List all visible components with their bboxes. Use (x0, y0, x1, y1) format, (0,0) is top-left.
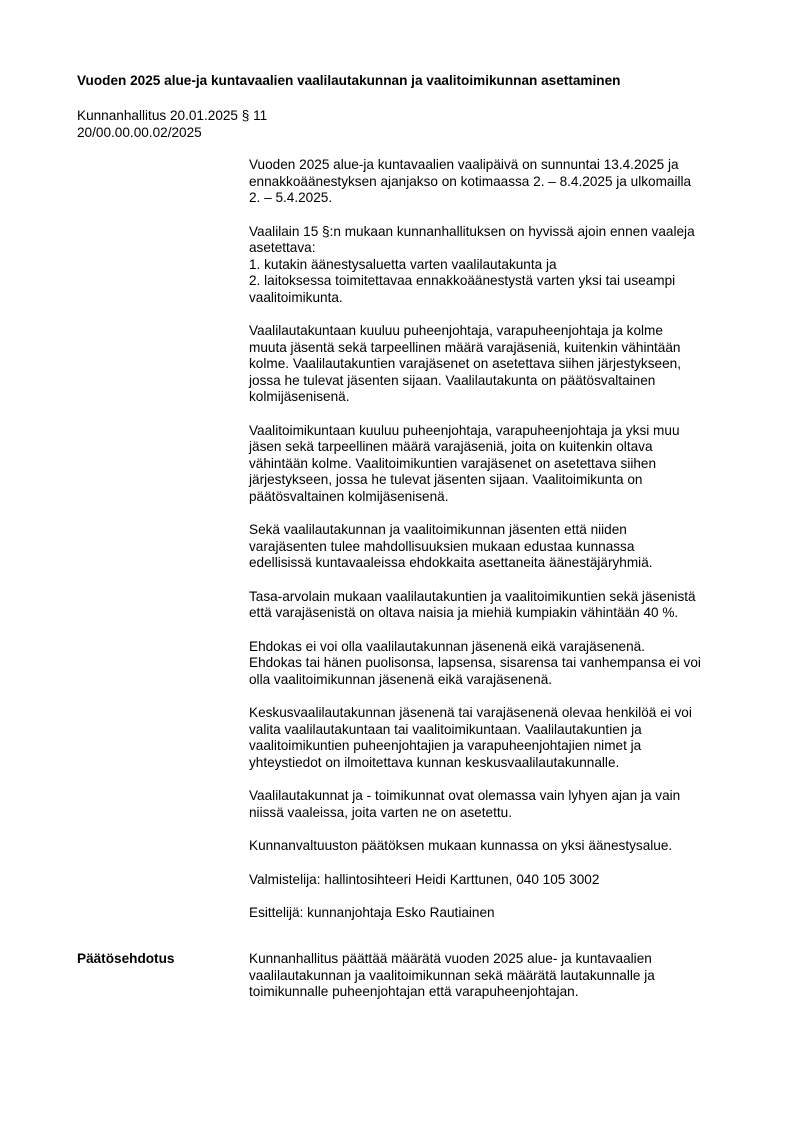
meeting-reference: Kunnanhallitus 20.01.2025 § 11 (77, 108, 268, 123)
text-line: Esittelijä: kunnanjohtaja Esko Rautiainen (249, 905, 495, 920)
text-line: Ehdokas tai hänen puolisonsa, lapsensa, sisarensa tai vanhempansa ei voi (249, 655, 701, 670)
text-line: Ehdokas ei voi olla vaalilautakunnan jäsenenä eikä varajäsenenä. (249, 638, 646, 654)
text-line: niissä vaaleissa, joita varten ne on asetettu. (249, 804, 512, 820)
decision-label: Päätösehdotus (77, 951, 175, 966)
text-line: Sekä vaalilautakunnan ja vaalitoimikunnan jäsenten että niiden (249, 522, 627, 537)
text-line: ennakkoäänestyksen ajanjakso on kotimaassa 2. – 8.4.2025 ja ulkomailla (249, 173, 692, 189)
text-line: vaalitoimikuntien puheenjohtajien ja varapuheenjohtajien nimet ja (249, 738, 642, 753)
text-line: 2. – 5.4.2025. (249, 190, 333, 205)
text-line: kolme. Vaalilautakuntien varajäsenet on asetettava siihen järjestykseen, (249, 356, 681, 371)
text-line: Valmistelija: hallintosihteeri Heidi Karttunen, 040 105 3002 (249, 871, 600, 887)
text-line: varajäsenten tulee mahdollisuuksien mukaan edustaa kunnassa (249, 538, 635, 554)
text-line: edellisissä kuntavaaleissa ehdokkaita asettaneita äänestäjäryhmiä. (249, 555, 653, 570)
body-paragraph (249, 639, 741, 689)
text-line: Vaalitoimikuntaan kuuluu puheenjohtaja, varapuheenjohtaja ja yksi muu (249, 422, 680, 438)
decision-line: Kunnanhallitus päättää määrätä vuoden 2025 alue- ja kuntavaalien (249, 951, 652, 966)
body-paragraph (249, 224, 741, 307)
text-line: Vuoden 2025 alue-ja kuntavaalien vaalipäivä on sunnuntai 13.4.2025 ja (249, 157, 679, 172)
text-line: Kunnanvaltuuston päätöksen mukaan kunnassa on yksi äänestysalue. (249, 838, 673, 853)
text-line: päätösvaltainen kolmijäsenisenä. (249, 488, 449, 504)
text-line: jäsen sekä tarpeellinen määrä varajäseniä, joita on kuitenkin oltava (249, 439, 653, 454)
text-line: järjestykseen, jossa he tulevat jäsenten sijaan. Vaalitoimikunta on (249, 472, 643, 487)
body-paragraph (249, 838, 741, 855)
document-title: Vuoden 2025 alue-ja kuntavaalien vaalilautakunnan ja vaalitoimikunnan asettaminen (77, 73, 621, 88)
body-paragraph (249, 788, 741, 821)
body-paragraph (249, 522, 741, 572)
decision-line: toimikunnalle puheenjohtajan että varapuheenjohtajan. (249, 984, 579, 999)
body-paragraph (249, 323, 741, 406)
body-paragraph (249, 905, 741, 922)
text-line: olla vaalitoimikunnan jäsenenä eikä varajäsenenä. (249, 671, 553, 687)
body-paragraph (249, 589, 741, 622)
body-paragraph (249, 872, 741, 889)
text-line: yhteystiedot on ilmoitettava kunnan keskusvaalilautakunnalle. (249, 754, 620, 770)
text-line: Tasa-arvolain mukaan vaalilautakuntien ja vaalitoimikuntien sekä jäsenistä (249, 588, 696, 604)
decision-line: vaalilautakunnan ja vaalitoimikunnan sekä määrätä lautakunnalle ja (249, 967, 655, 983)
body-paragraph (249, 423, 741, 506)
text-line: Vaalilain 15 §:n mukaan kunnanhallituksen on hyvissä ajoin ennen vaaleja (249, 223, 695, 239)
text-line: jossa he tulevat jäsenten sijaan. Vaalilautakunta on päätösvaltainen (249, 372, 656, 388)
decision-text (249, 951, 741, 1001)
text-line: Keskusvaalilautakunnan jäsenenä tai varajäsenenä olevaa henkilöä ei voi (249, 705, 692, 720)
document-body (249, 157, 741, 939)
text-line: Vaalilautakuntaan kuuluu puheenjohtaja, varapuheenjohtaja ja kolme (249, 323, 663, 338)
text-line: valita vaalilautakuntaan tai vaalitoimikuntaan. Vaalilautakuntien ja (249, 721, 642, 737)
text-line: Vaalilautakunnat ja - toimikunnat ovat olemassa vain lyhyen ajan ja vain (249, 788, 681, 803)
text-line: 1. kutakin äänestysaluetta varten vaalilautakunta ja (249, 256, 557, 272)
text-line: vaalitoimikunta. (249, 289, 343, 305)
text-line: vähintään kolme. Vaalitoimikuntien varajäsenet on asetettava siihen (249, 455, 657, 471)
record-id: 20/00.00.00.02/2025 (77, 124, 202, 140)
body-paragraph (249, 157, 741, 207)
body-paragraph (249, 705, 741, 771)
meeting-info (77, 108, 377, 141)
text-line: muuta jäsentä sekä tarpeellinen määrä varajäseniä, kuitenkin vähintään (249, 339, 681, 355)
text-line: että varajäsenistä on oltava naisia ja miehiä kumpiakin vähintään 40 %. (249, 605, 679, 620)
text-line: asetettava: (249, 240, 316, 255)
text-line: 2. laitoksessa toimitettavaa ennakkoäänestystä varten yksi tai useampi (249, 273, 676, 288)
text-line: kolmijäsenisenä. (249, 389, 350, 404)
